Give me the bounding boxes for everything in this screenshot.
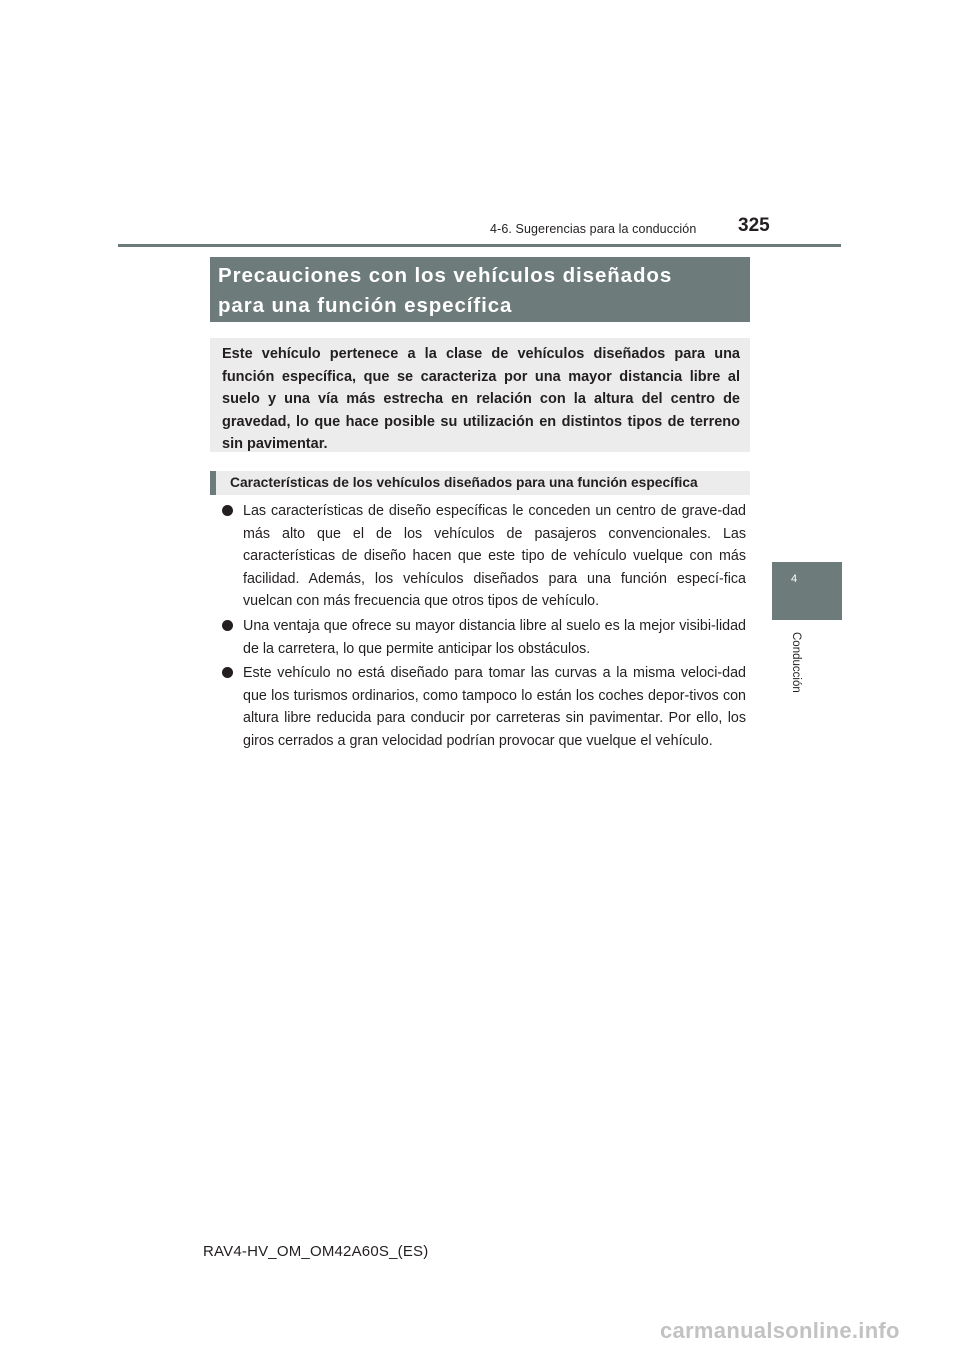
footer-document-code: RAV4-HV_OM_OM42A60S_(ES) (203, 1243, 429, 1260)
header-section-title: 4-6. Sugerencias para la conducción (490, 222, 697, 236)
list-item (222, 662, 746, 752)
intro-text: Este vehículo pertenece a la clase de vehículos diseñados para una función específica, que se caracteriza por una mayor distancia libre al suelo y una vía más estrecha en relación con la altura del centro de gravedad, lo que hace posible su utilización en distintos tipos de terreno sin pavimentar. (222, 346, 740, 453)
chapter-tab[interactable] (772, 562, 842, 620)
header-rule (118, 244, 841, 247)
list-item (222, 500, 746, 613)
bullet-text: Las características de diseño específicas le conceden un centro de grave-dad más alto que el de los vehículos de pasajeros convencionales. Las características de diseño hacen que este tipo de vehículo vuelque con más facilidad. Además, los vehículos diseñados para una función especí-fica vuelcan con más frecuencia que otros tipos de vehículo. (243, 503, 746, 610)
title-line-1: Precauciones con los vehículos diseñados (218, 264, 673, 287)
title-line-2: para una función específica (218, 294, 513, 317)
subheading-band (210, 471, 750, 495)
title-band (210, 257, 750, 322)
watermark: carmanualsonline.info (660, 1318, 900, 1343)
chapter-number: 4 (791, 573, 798, 585)
subheading-text: Características de los vehículos diseñados para una función específica (230, 475, 698, 490)
bullet-dot-icon (222, 505, 233, 516)
list-item (222, 615, 746, 660)
bullet-list (222, 500, 746, 755)
bullet-dot-icon (222, 620, 233, 631)
bullet-text: Una ventaja que ofrece su mayor distancia libre al suelo es la mejor visibi-lidad de la carretera, lo que permite anticipar los obstáculos. (243, 617, 746, 657)
bullet-text: Este vehículo no está diseñado para tomar las curvas a la misma veloci-dad que los turismos ordinarios, como tampoco lo están los coches depor-tivos con altura libre reducida para conducir por carreteras sin pavimentar. Por ello, los giros cerrados a gran velocidad podrían provocar que vuelque el vehículo. (243, 665, 746, 749)
chapter-label: Conducción (790, 632, 802, 693)
bullet-dot-icon (222, 667, 233, 678)
intro-box (210, 338, 750, 452)
page-number: 325 (738, 215, 770, 236)
